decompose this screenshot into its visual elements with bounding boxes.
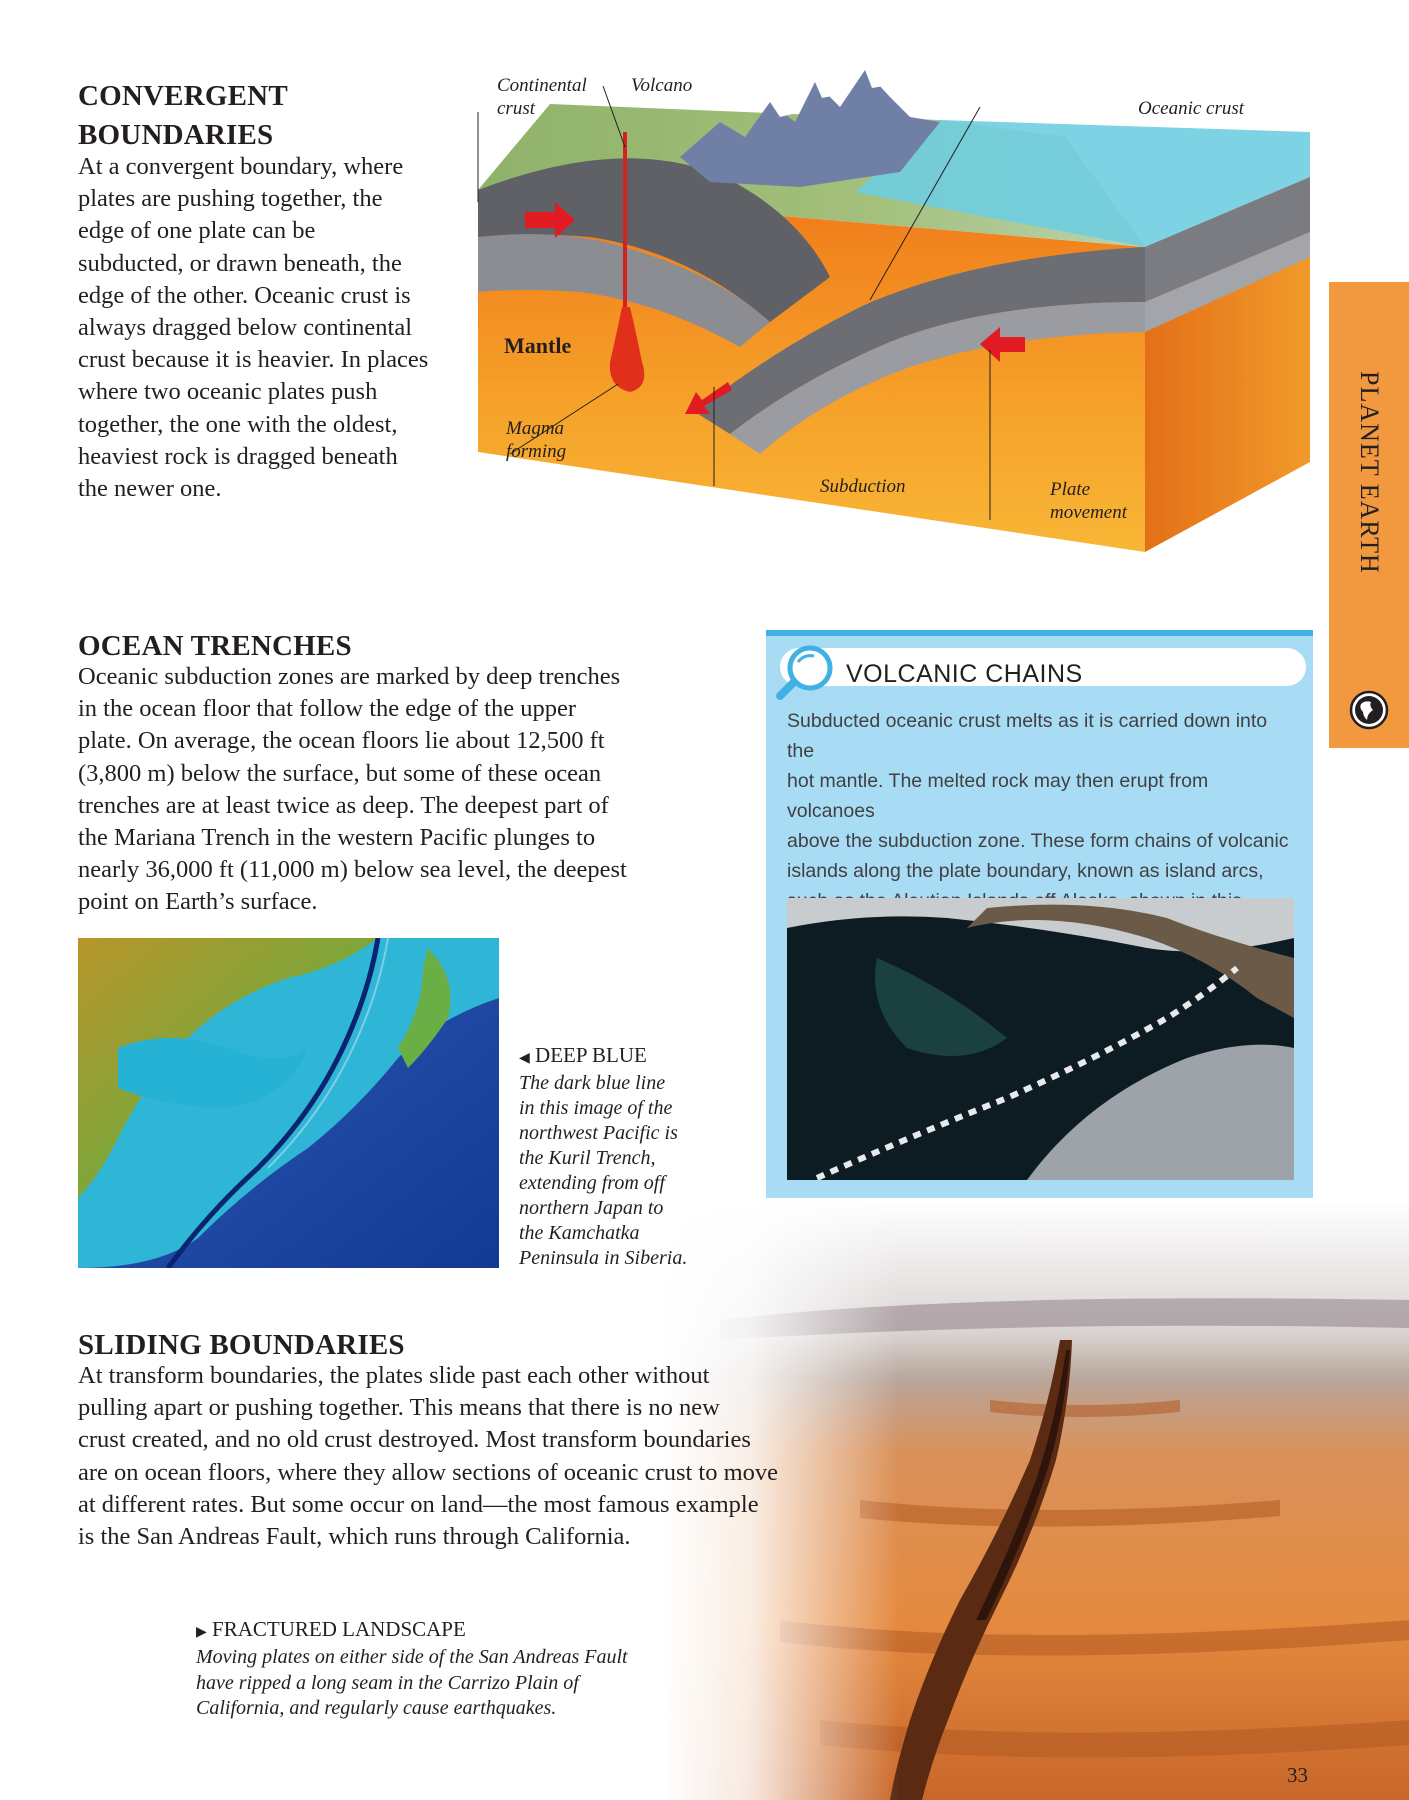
right-triangle-icon: ▶ — [196, 1625, 207, 1640]
convergent-section — [78, 77, 448, 505]
label-continental-crust: Continental — [497, 75, 587, 96]
side-tab-label: PLANET EARTH — [1355, 370, 1384, 574]
section-side-tab — [1329, 282, 1409, 748]
aleutian-satellite-image — [787, 898, 1294, 1180]
sliding-heading: SLIDING BOUNDARIES — [78, 1329, 405, 1361]
deep-blue-caption — [519, 1043, 719, 1271]
trenches-body: Oceanic subduction zones are marked by deep trenches in the ocean floor that follow the edge of the upper plate. On average, the ocean floors lie about 12,500 ft (3,800 m) below the surface, but some of these ocean trenches are at least twice as deep. The deepest part of the Mariana Trench in the western Pacific plunges to nearly 36,000 ft (11,000 m) below sea level, the deepest point on Earth’s surface. — [78, 663, 627, 916]
magnifier-icon — [774, 642, 840, 700]
globe-icon — [1349, 690, 1389, 730]
label-subduction: Subduction — [820, 476, 906, 497]
volcanic-chains-title: VOLCANIC CHAINS — [846, 660, 1083, 688]
fractured-title: ▶ FRACTURED LANDSCAPE — [196, 1617, 466, 1641]
label-plate-movement: Plate — [1050, 479, 1091, 500]
sliding-body: At transform boundaries, the plates slide past each other without pulling apart or pushing together. This means that there is no new crust created, and no old crust destroyed. Most transform boundaries are on ocean floors, where they allow sections of oceanic crust to move at different rates. But some occur on land—the most famous example is the San Andreas Fault, which runs through California. — [78, 1362, 779, 1551]
volcanic-chains-box — [766, 630, 1313, 1198]
box-top-bar — [766, 630, 1313, 636]
convergent-heading: CONVERGENT BOUNDARIES — [78, 80, 288, 151]
label-oceanic-crust: Oceanic crust — [1138, 98, 1245, 119]
label-mantle: Mantle — [504, 333, 572, 358]
label-magma: Magma — [506, 418, 565, 439]
page-number: 33 — [1287, 1763, 1308, 1787]
deep-blue-text: The dark blue line in this image of the northwest Pacific is the Kuril Trench, extending from off northern Japan to the Kamchatka Peninsula in Siberia. — [519, 1072, 688, 1269]
label-volcano: Volcano — [631, 75, 693, 96]
fractured-text: Moving plates on either side of the San Andreas Fault have ripped a long seam in the Carrizo Plain of California, and regularly cause earthquakes. — [196, 1646, 628, 1719]
label-magma-2: forming — [506, 441, 567, 462]
sliding-section — [78, 1326, 838, 1553]
label-continental-crust-2: crust — [497, 98, 535, 119]
fractured-landscape-caption — [196, 1617, 676, 1722]
trenches-section — [78, 627, 698, 919]
trenches-heading: OCEAN TRENCHES — [78, 630, 352, 662]
subduction-diagram — [470, 62, 1340, 582]
deep-blue-title: ◀ DEEP BLUE — [519, 1043, 647, 1067]
kuril-trench-relief-image — [78, 938, 499, 1268]
label-plate-movement-2: movement — [1050, 502, 1128, 523]
volcanic-chains-text: Subducted oceanic crust melts as it is carried down into the hot mantle. The melted rock may then erupt from volcanoes above the subduction zone. These form chains of volcanic islands along the plate boundary, known as island arcs, — [787, 710, 1289, 882]
left-triangle-icon: ◀ — [519, 1051, 530, 1066]
convergent-body: At a convergent boundary, where plates are pushing together, the edge of one plate can be subducted, or drawn beneath, the edge of the other. Oceanic crust is always dragged below continental crust because it is heavier. In places where two oceanic plates push together, the one with the oldest, heaviest rock is dragged beneath the newer one. — [78, 153, 429, 503]
